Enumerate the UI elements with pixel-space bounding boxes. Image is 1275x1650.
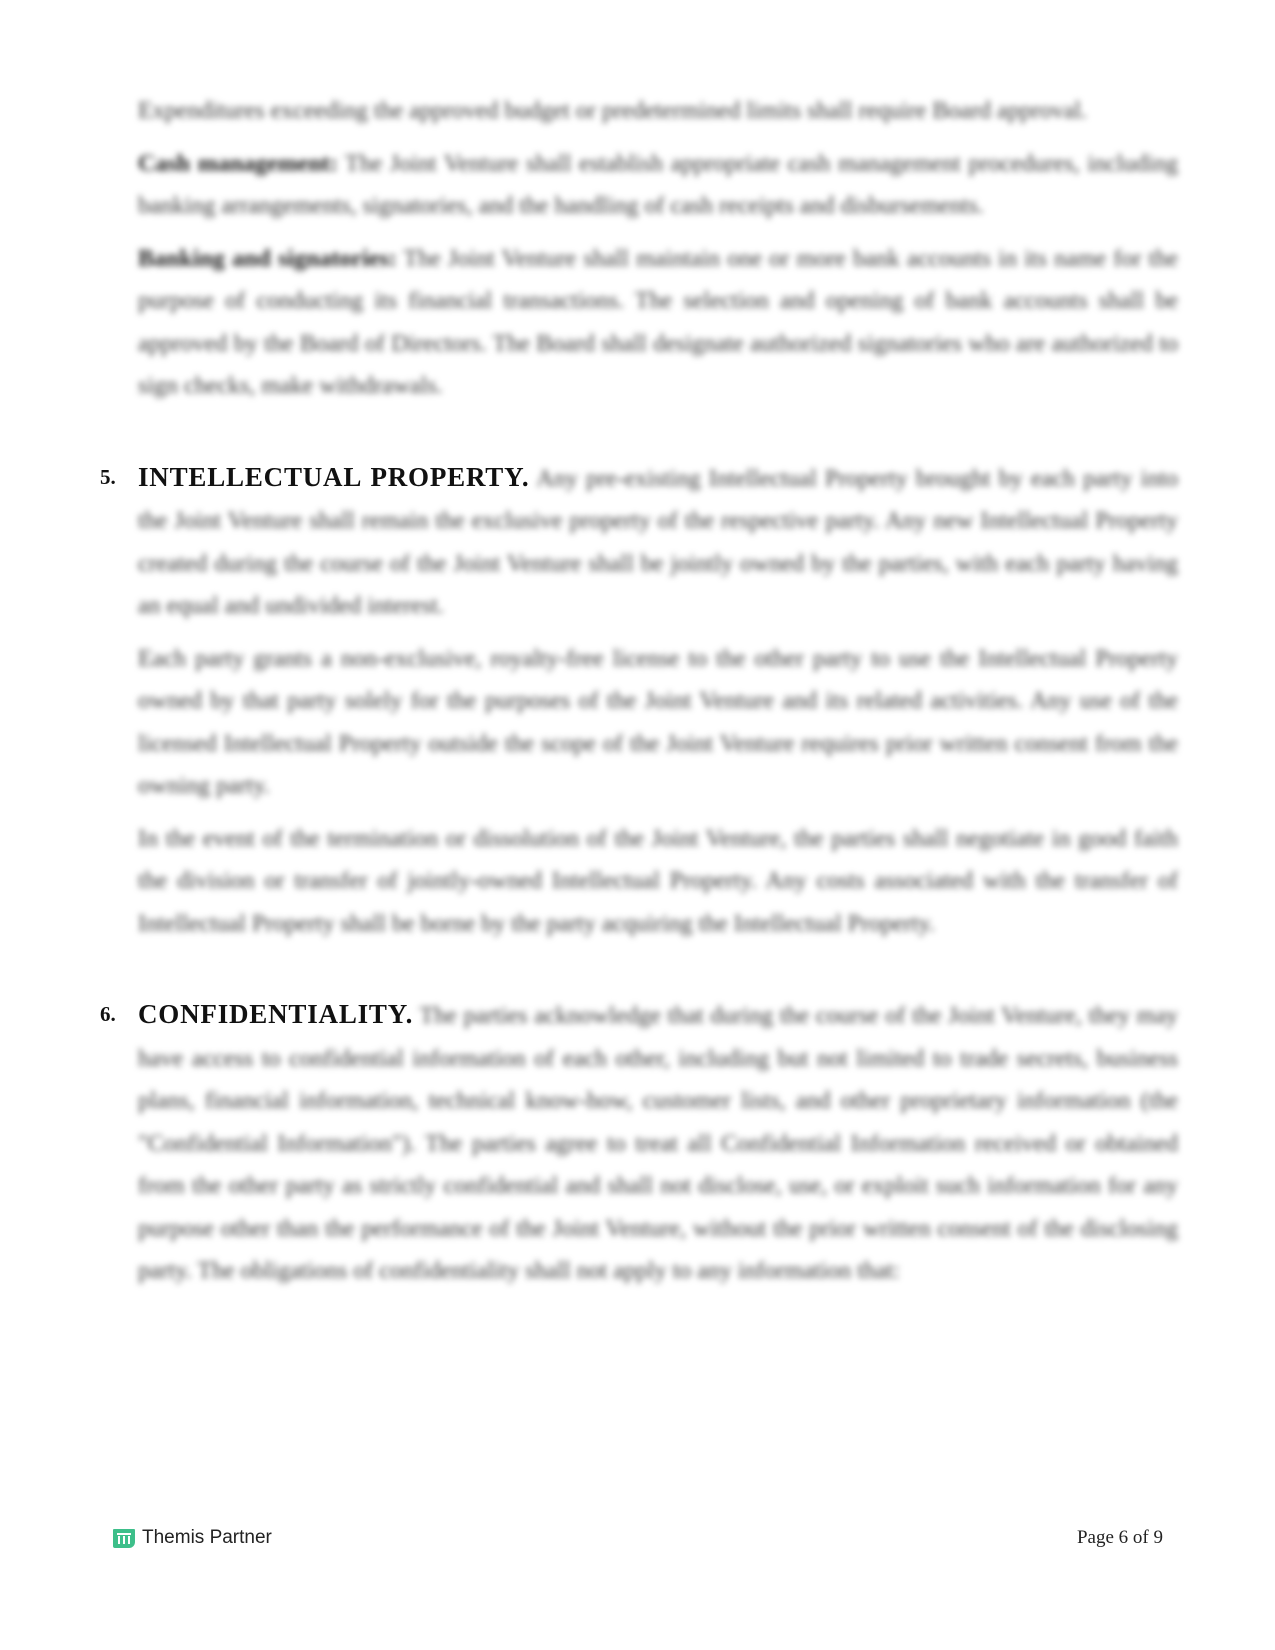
- section-title: INTELLECTUAL PROPERTY.: [138, 461, 530, 492]
- confidentiality-paragraph-1: [138, 993, 1178, 1293]
- cash-management-label: Cash management:: [138, 150, 338, 177]
- section-intellectual-property: [100, 456, 1179, 946]
- brand: [112, 1527, 272, 1549]
- document-body: [100, 90, 1179, 1303]
- cash-management-paragraph: [138, 143, 1178, 228]
- ip-paragraph-1-text: Any pre-existing Intellectual Property brought by each party into the Joint Venture shall remain the exclusive property of the respective party. Any new Intellectual Property created during the course of the Joint Venture shall be jointly owned by the parties, with each party having an equal and undivided interest.: [138, 465, 1179, 619]
- banking-text: The Joint Venture shall maintain one or more bank accounts in its name for the purpose of conducting its financial transactions. The selection and opening of bank accounts shall be approved by the Board of Directors. The Board shall designate authorized signatories who are authorized to sign checks, make withdrawals.: [138, 245, 1178, 399]
- section-number: 5.: [100, 464, 116, 489]
- confidentiality-paragraph-1-text: The parties acknowledge that during the course of the Joint Venture, they may have access to confidential information of each other, including but not limited to trade secrets, business plans, financial information, technical know-how, customer lists, and other proprietary information (the "Confidential Information"). The parties agree to treat all Confidential Information received or obtained from the other party as strictly confidential and shall not disclose, use, or exploit such information for any purpose other than the performance of the Joint Venture, without the prior written consent of the disclosing party. The obligations of confidentiality shall not apply to any information that:: [138, 1003, 1178, 1284]
- section-number: 6.: [100, 1002, 116, 1026]
- banking-paragraph: [138, 238, 1178, 408]
- section-confidentiality: [100, 993, 1178, 1293]
- page-footer: [112, 1518, 1163, 1558]
- banking-label: Banking and signatories:: [138, 245, 397, 272]
- ip-paragraph-3: In the event of the termination or dissolution of the Joint Venture, the parties shall negotiate in good faith the division or transfer of jointly-owned Intellectual Property. Any costs associated with the transfer of Intellectual Property shall be borne by the party acquiring the Intellectual Property.: [138, 825, 1178, 937]
- ip-paragraph-2: Each party grants a non-exclusive, royalty-free license to the other party to use the Intellectual Property owned by that party solely for the purposes of the Joint Venture and its related activities. Any use of the licensed Intellectual Property outside the scope of the Joint Venture requires prior written consent from the owning party.: [138, 645, 1178, 799]
- budget-paragraph: Expenditures exceeding the approved budget or predetermined limits shall require Board approval.: [138, 98, 1088, 124]
- brand-name: Themis Partner: [142, 1527, 272, 1548]
- cash-management-text: The Joint Venture shall establish appropriate cash management procedures, including banking arrangements, signatories, and the handling of cash receipts and disbursements.: [138, 150, 1178, 219]
- themis-logo-icon: [112, 1527, 136, 1549]
- ip-paragraph-1: [138, 456, 1178, 628]
- section-title: CONFIDENTIALITY.: [138, 999, 414, 1029]
- page-number: Page 6 of 9: [1076, 1527, 1163, 1548]
